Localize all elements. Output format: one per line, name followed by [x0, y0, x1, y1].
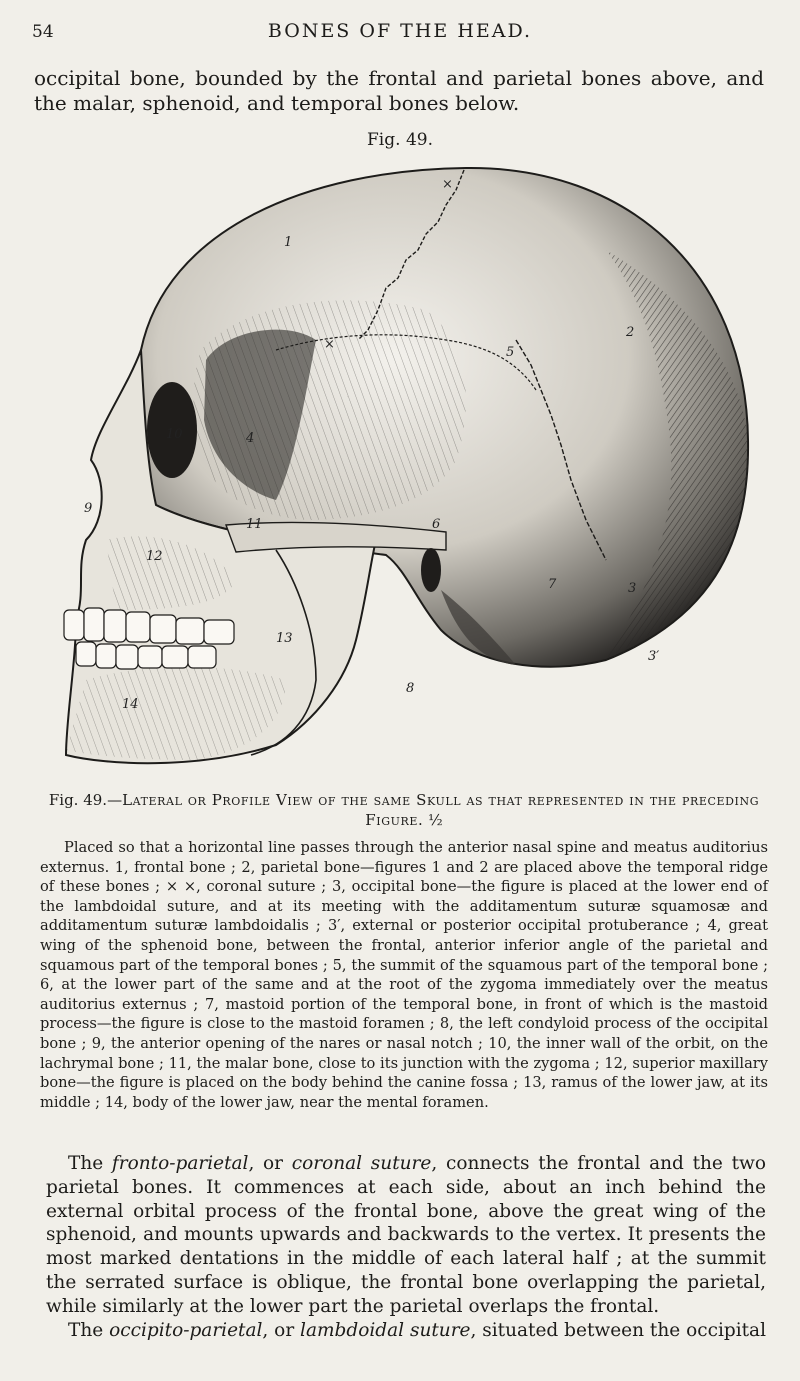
page-number: 54 — [32, 22, 54, 42]
label-14: 14 — [122, 697, 139, 712]
label-3: 3 — [628, 581, 637, 596]
term-coronal-suture: coronal suture — [291, 1153, 432, 1174]
body-text — [46, 1152, 766, 1342]
paragraph-coronal: The fronto-parietal, or coronal suture, connects the frontal and the two parietal bones. It commences at each side, about an inch behind the external orbital process of the frontal bone, above the great wing of the sphenoid, and mounts upwards and backwards to the vertex. It presents the most marked dentations in the middle of each lateral half ; at the summit the serrated surface is oblique, the frontal bone overlapping the parietal, while similarly at the lower part the parietal overlaps the frontal. — [46, 1153, 766, 1317]
label-5: 5 — [506, 345, 515, 360]
ear-canal — [421, 548, 441, 592]
skull-illustration — [46, 160, 758, 780]
figure-legend — [40, 838, 768, 1112]
caption-text: Lateral or Profile View of the same Skull as that represented in the preceding Figure. — [122, 791, 760, 829]
label-1: 1 — [284, 235, 293, 250]
label-2: 2 — [626, 325, 635, 340]
label-8: 8 — [406, 681, 415, 696]
label-9: 9 — [84, 501, 93, 516]
label-4: 4 — [246, 431, 255, 446]
label-cross-b: × — [324, 337, 335, 352]
term-fronto-parietal: fronto-parietal — [111, 1153, 249, 1174]
label-12: 12 — [146, 549, 163, 564]
running-title: BONES OF THE HEAD. — [267, 20, 533, 42]
label-10: 10 — [166, 427, 183, 442]
figure-label: Fig. 49. — [367, 130, 433, 150]
label-6: 6 — [432, 517, 441, 532]
figure-caption — [34, 790, 774, 830]
label-13: 13 — [276, 631, 293, 646]
term-lambdoidal-suture: lambdoidal suture — [300, 1319, 471, 1341]
caption-fig-ref: Fig. 49.— — [48, 791, 123, 809]
lower-teeth — [76, 642, 216, 669]
caption-scale: ½ — [428, 811, 443, 829]
label-cross-a: × — [442, 177, 453, 192]
label-11: 11 — [246, 517, 263, 532]
label-7: 7 — [548, 577, 557, 592]
label-3-prime: 3′ — [648, 649, 660, 664]
term-occipito-parietal: occipito-parietal — [109, 1319, 263, 1341]
intro-paragraph: occipital bone, bounded by the frontal and parietal bones above, and the malar, sphenoid, and temporal bones below. — [34, 66, 764, 115]
running-head — [32, 18, 768, 50]
legend-paragraph: Placed so that a horizontal line passes through the anterior nasal spine and meatus auditorius externus. 1, frontal bone ; 2, parietal bone—figures 1 and 2 are placed above the temporal ridge of these bones ; × ×, coronal suture ; 3, occipital bone—the figure is placed at the lower end of the lambdoidal suture, and at its meeting with the additamentum suturæ squamosæ and additamentum suturæ lambdoidalis ; 3′, external or posterior occipital protuberance ; 4, great wing of the sphenoid bone, between the frontal, anterior inferior angle of the parietal and squamous part of the temporal bones ; 5, the summit of the squamous part of the temporal bone ; 6, at the lower part of the same and at the root of the zygoma immediately over the meatus auditorius externus ; 7, mastoid portion of the temporal bone, in front of which is the mastoid process—the figure is close to the mastoid foramen ; 8, the left condyloid process of the occipital bone ; 9, the anterior opening of the nares or nasal notch ; 10, the inner wall of the orbit, on the lachrymal bone ; 11, the malar bone, close to its junction with the zygoma ; 12, superior maxillary bone—the figure is placed on the body behind the canine fossa ; 13, ramus of the lower jaw, at its middle ; 14, body of the lower jaw, near the mental foramen. — [40, 839, 768, 1111]
paragraph-lambdoidal: The occipito-parietal, or lambdoidal suture, situated between the occipital — [68, 1319, 767, 1341]
